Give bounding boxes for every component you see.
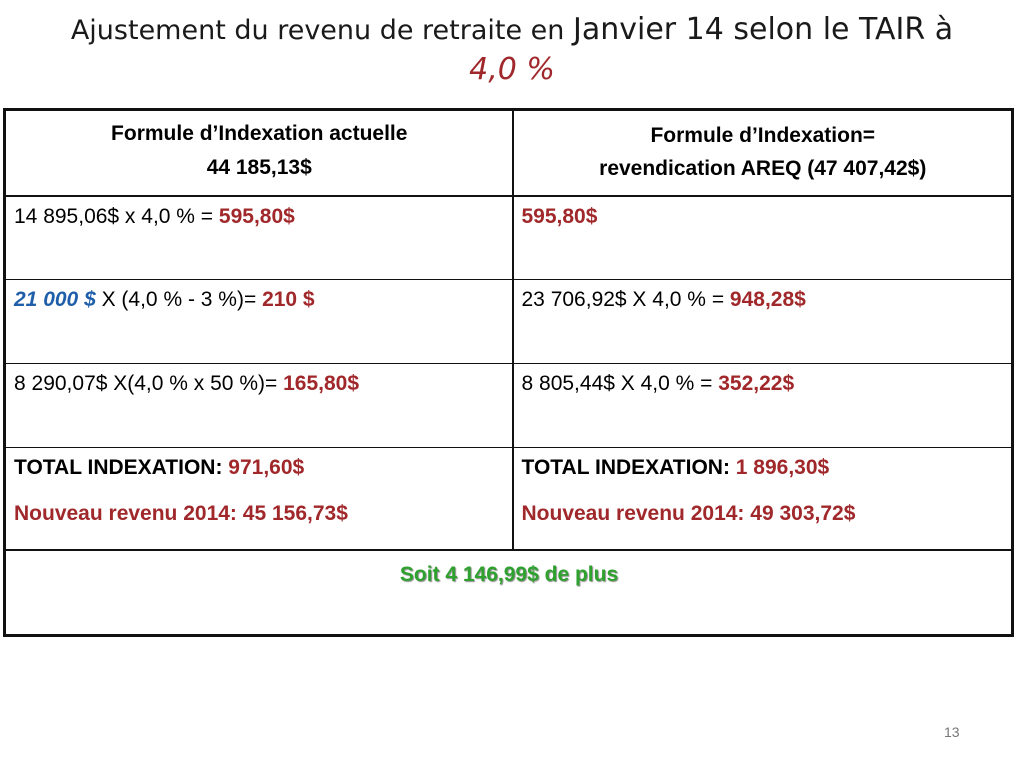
header-areq-title: Formule d’Indexation= (650, 124, 876, 147)
title-part-2: Janvier 14 selon le TAIR à (573, 12, 954, 47)
total-current-value: 971,60$ (228, 456, 305, 479)
slide-title (0, 10, 1024, 89)
row2-areq-result: 948,28$ (729, 288, 806, 311)
header-current-amount: 44 185,13$ (206, 156, 312, 179)
header-areq-formula (513, 110, 1013, 196)
header-current-title: Formule d’Indexation actuelle (111, 122, 408, 145)
row1-current-result: 595,80$ (218, 204, 295, 228)
row1-current-cell (5, 196, 513, 280)
row2-current-cell (5, 280, 513, 364)
row1-areq-cell (513, 196, 1013, 280)
row2-areq-formula: 23 706,92$ X 4,0 % = (521, 288, 730, 311)
total-indexation-label: TOTAL INDEXATION: (14, 456, 229, 479)
page-number: 13 (944, 724, 960, 740)
row3-current-result: 165,80$ (283, 372, 360, 395)
totals-current-cell (5, 448, 513, 550)
table-header-row (5, 110, 1013, 196)
row2-current-result: 210 $ (262, 288, 315, 311)
table-row (5, 196, 1013, 280)
totals-areq-cell (513, 448, 1013, 550)
row2-current-threshold: 21 000 $ (14, 288, 96, 311)
total-indexation-label: TOTAL INDEXATION: (521, 456, 736, 479)
new-income-areq: Nouveau revenu 2014: 49 303,72$ (521, 502, 856, 525)
title-part-1: Ajustement du revenu de retraite en (70, 15, 573, 46)
row3-areq-cell (513, 364, 1013, 448)
title-rate: 4,0 % (469, 52, 555, 87)
row3-current-formula: 8 290,07$ X(4,0 % x 50 %)= (14, 372, 284, 395)
row1-areq-result: 595,80$ (521, 204, 598, 228)
row3-current-cell (5, 364, 513, 448)
header-current-formula (5, 110, 513, 196)
row3-areq-formula: 8 805,44$ X 4,0 % = (521, 372, 719, 395)
summary-difference: Soit 4 146,99$ de plus (399, 562, 619, 586)
row2-current-formula: X (4,0 % - 3 %)= (95, 288, 263, 311)
row3-areq-result: 352,22$ (718, 372, 795, 395)
summary-cell (5, 550, 1013, 636)
title-line-1 (0, 10, 1024, 51)
table-row (5, 364, 1013, 448)
table-row (5, 280, 1013, 364)
row2-areq-cell (513, 280, 1013, 364)
row1-current-formula: 14 895,06$ x 4,0 % = (14, 204, 219, 228)
header-areq-amount: revendication AREQ (47 407,42$) (599, 157, 927, 180)
indexation-table (3, 108, 1014, 637)
new-income-current: Nouveau revenu 2014: 45 156,73$ (14, 502, 348, 525)
total-areq-value: 1 896,30$ (735, 456, 830, 479)
summary-row (5, 550, 1013, 636)
totals-row (5, 448, 1013, 550)
